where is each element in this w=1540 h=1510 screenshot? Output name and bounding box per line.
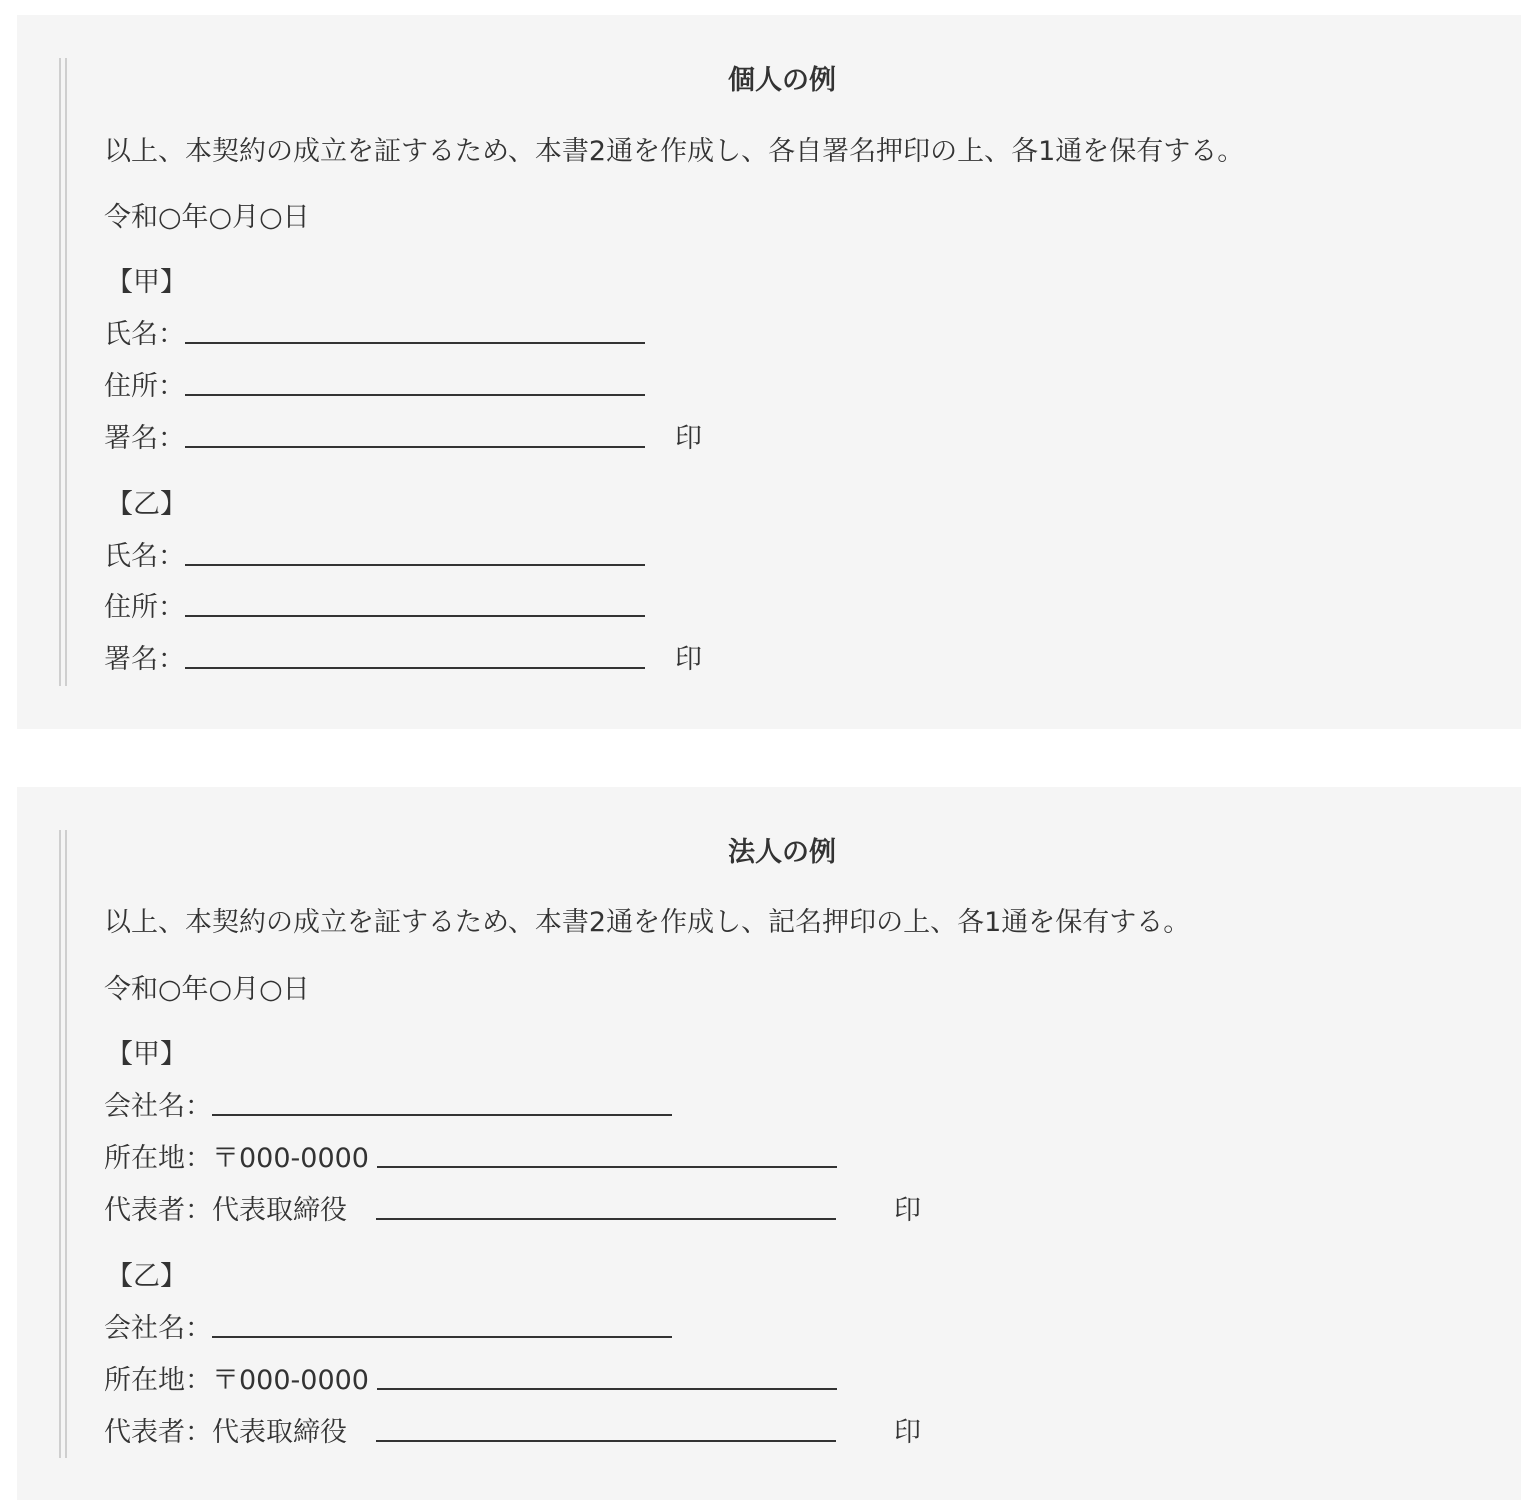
representative-label: 代表者：代表取締役 [104,1416,347,1448]
corporate-example-title: 法人の例 [728,837,836,868]
party-b-location-row [104,1360,837,1396]
address-blank-line [185,614,645,617]
signature-label: 署名： [104,422,185,454]
seal-mark: 印 [894,1416,921,1448]
location-label: 所在地：〒000-0000 [104,1364,369,1396]
party-b-name-row [104,536,645,572]
location-label: 所在地：〒000-0000 [104,1142,369,1174]
name-blank-line [185,341,645,344]
party-b-label: 【乙】 [106,488,187,520]
party-b-representative-row [104,1412,921,1448]
individual-statement: 以上、本契約の成立を証するため、本書2通を作成し、各自署名押印の上、各1通を保有する。 [104,135,1245,167]
company-name-label: 会社名： [104,1312,212,1344]
representative-blank-line [376,1217,836,1220]
name-blank-line [185,563,645,566]
party-b-company-row [104,1308,672,1344]
party-a-address-row [104,366,645,402]
party-b-label: 【乙】 [106,1260,187,1292]
signature-label: 署名： [104,643,185,675]
corporate-date: 令和○年○月○日 [104,973,310,1005]
party-b-signature-row [104,639,702,675]
party-a-label: 【甲】 [106,1038,187,1070]
party-a-location-row [104,1138,837,1174]
party-a-label: 【甲】 [106,266,187,298]
seal-mark: 印 [675,643,702,675]
individual-date: 令和○年○月○日 [104,201,310,233]
company-name-label: 会社名： [104,1090,212,1122]
party-b-address-row [104,587,645,623]
quote-bar [59,58,67,686]
party-a-representative-row [104,1190,921,1226]
address-label: 住所： [104,591,185,623]
representative-blank-line [376,1439,836,1442]
party-a-name-row [104,314,645,350]
representative-label: 代表者：代表取締役 [104,1194,347,1226]
party-a-signature-row [104,418,702,454]
location-blank-line [377,1387,837,1390]
company-name-blank-line [212,1335,672,1338]
signature-blank-line [185,666,645,669]
corporate-statement: 以上、本契約の成立を証するため、本書2通を作成し、記名押印の上、各1通を保有する。 [104,906,1191,938]
location-blank-line [377,1165,837,1168]
address-label: 住所： [104,370,185,402]
party-a-company-row [104,1086,672,1122]
seal-mark: 印 [894,1194,921,1226]
name-label: 氏名： [104,318,185,350]
seal-mark: 印 [675,422,702,454]
corporate-example-panel [17,787,1521,1500]
individual-example-title: 個人の例 [728,65,836,96]
company-name-blank-line [212,1113,672,1116]
signature-blank-line [185,445,645,448]
address-blank-line [185,393,645,396]
individual-example-panel [17,15,1521,729]
quote-bar [59,830,67,1458]
name-label: 氏名： [104,540,185,572]
